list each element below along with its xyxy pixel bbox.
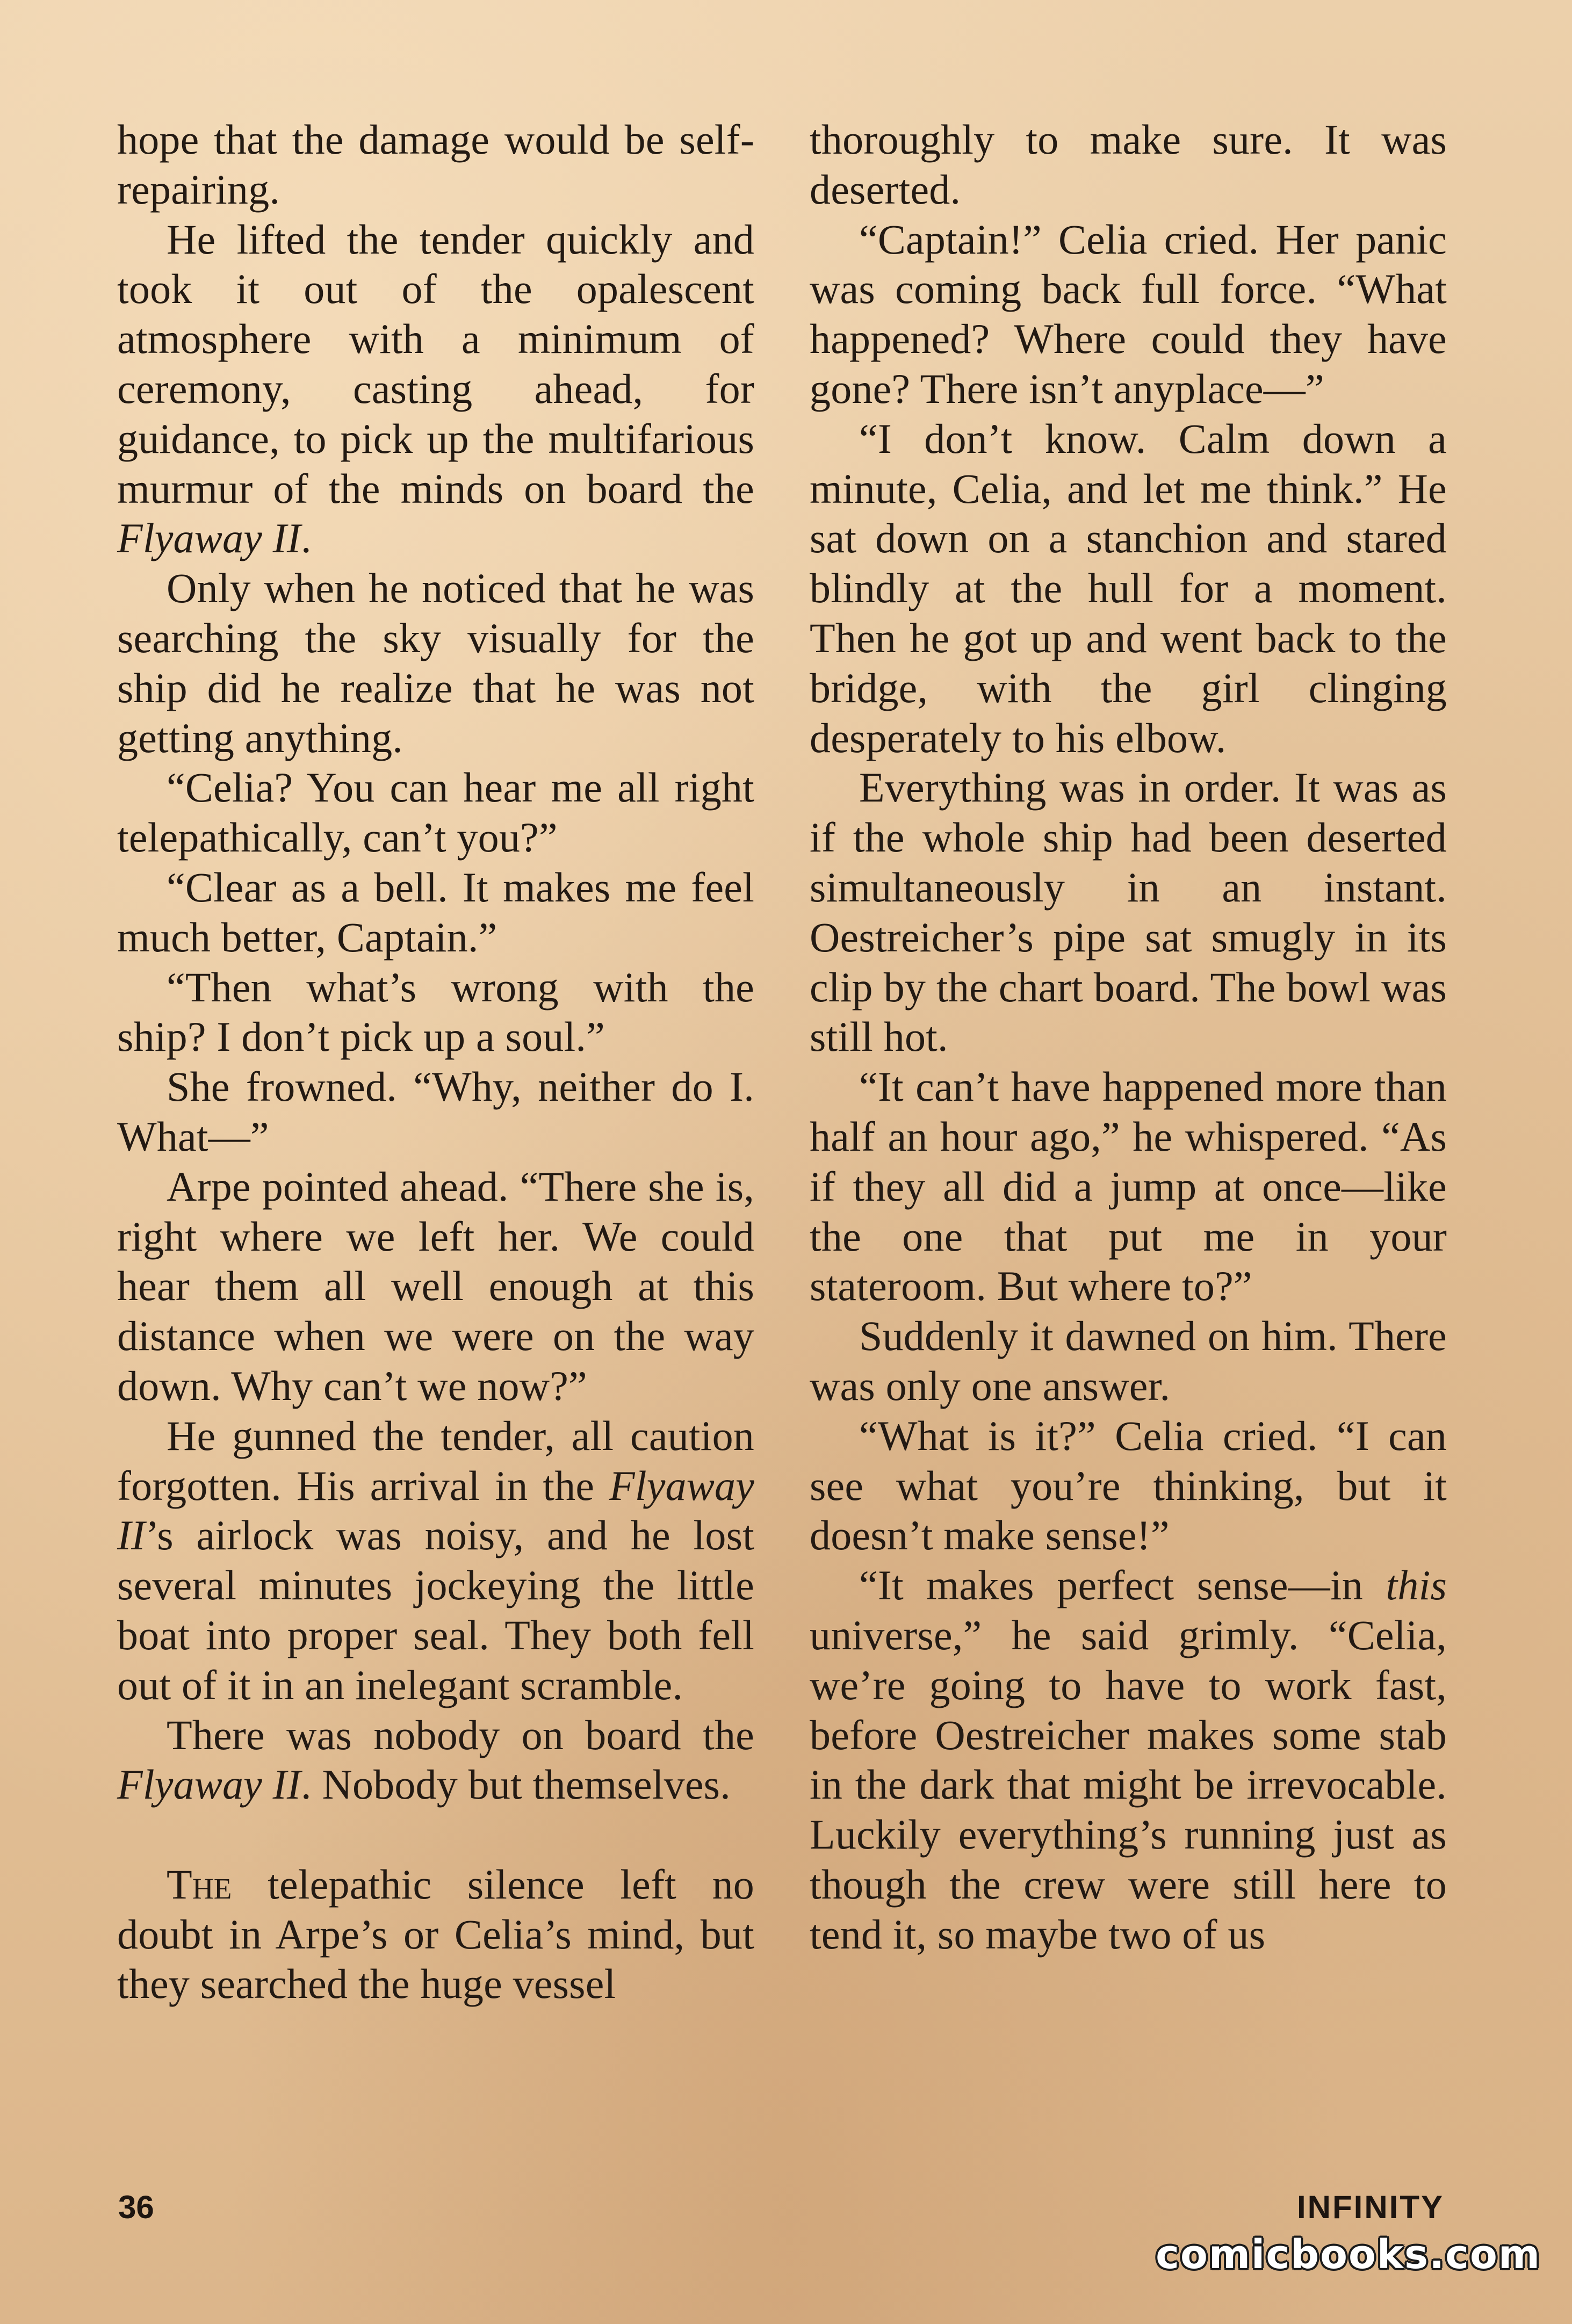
paragraph-text: She frowned. “Why, neither do I. What—” [117, 1063, 754, 1160]
paragraph [117, 1860, 754, 2009]
paragraph-text: He gunned the tender, all caution forgotten. His arrival in the [117, 1412, 754, 1509]
paragraph-text: “It can’t have happened more than half an hour ago,” he whispered. “As if they all did a jump at once—like the one that put me in your stateroom. But where to?” [810, 1063, 1447, 1310]
paragraph [117, 1411, 754, 1710]
paragraph [810, 1062, 1447, 1311]
paragraph-text: telepathic silence left no doubt in Arpe’s or Celia’s mind, but they searched the huge vessel [117, 1860, 754, 2008]
paragraph-text-continued: . Nobody but themselves. [301, 1761, 731, 1808]
paragraph [117, 215, 754, 564]
paragraph-text: Everything was in order. It was as if the whole ship had been deserted simultaneously in an instant. Oestreicher’s pipe sat smugly in its clip by the chart board. The bowl was still hot. [810, 764, 1447, 1060]
paragraph [117, 564, 754, 763]
paragraph-text-continued: ’s airlock was noisy, and he lost several minutes jockeying the little boat into proper seal. They both fell out of it in an inelegant scramble. [117, 1512, 754, 1708]
paragraph-text: Only when he noticed that he was searching the sky visually for the ship did he realize that he was not getting anything. [117, 565, 754, 761]
paragraph [810, 1311, 1447, 1411]
paragraph-text-continued: universe,” he said grimly. “Celia, we’re going to have to work fast, before Oestreicher makes some stab in the dark that might be irrevocable. Luckily everything’s running just as though the crew were still here to tend it, so maybe two of us [810, 1611, 1447, 1958]
paragraph [117, 115, 754, 215]
paragraph [117, 963, 754, 1063]
italic-text: this [1386, 1562, 1447, 1609]
paragraph-text: “It makes perfect sense—in [859, 1562, 1386, 1609]
paragraph-text: There was nobody on board the [167, 1711, 754, 1758]
magazine-title: INFINITY [1297, 2189, 1444, 2225]
paragraph-text: Arpe pointed ahead. “There she is, right where we left her. We could hear them all well enough at this distance when we were on the way down. Why can’t we now?” [117, 1163, 754, 1409]
italic-text: Flyaway II [117, 1462, 754, 1559]
paragraph [810, 1561, 1447, 1959]
paragraph-text: “Then what’s wrong with the ship? I don’t pick up a soul.” [117, 963, 754, 1060]
italic-text: Flyaway II [117, 1761, 301, 1808]
paragraph [810, 763, 1447, 1062]
right-text-column [810, 115, 1447, 1959]
paragraph [117, 1162, 754, 1411]
paragraph-text: “Celia? You can hear me all right telepathically, can’t you?” [117, 764, 754, 861]
paragraph [117, 1062, 754, 1162]
paragraph [117, 863, 754, 963]
site-watermark: comicbooks.com [1156, 2232, 1541, 2278]
paragraph-text: “What is it?” Celia cried. “I can see what you’re thinking, but it doesn’t make sense!” [810, 1412, 1447, 1559]
paragraph [810, 1411, 1447, 1561]
page-number: 36 [118, 2189, 154, 2225]
paragraph-text: thoroughly to make sure. It was deserted. [810, 116, 1447, 213]
paragraph-text: hope that the damage would be self-repairing. [117, 116, 754, 213]
paragraph [810, 215, 1447, 414]
paragraph-text: “Captain!” Celia cried. Her panic was coming back full force. “What happened? Where could they have gone? There isn’t anyplace—” [810, 215, 1447, 412]
paragraph [810, 414, 1447, 763]
paragraph-text-continued: . [301, 515, 312, 562]
paragraph-text: “I don’t know. Calm down a minute, Celia, and let me think.” He sat down on a stanchion and stared blindly at the hull for a moment. Then he got up and went back to the bridge, with the girl clinging desperately to his elbow. [810, 415, 1447, 761]
paragraph-text: He lifted the tender quickly and took it out of the opalescent atmosphere with a minimum of ceremony, casting ahead, for guidance, to pick up the multifarious murmur of the minds on board the [117, 215, 754, 512]
paragraph [810, 115, 1447, 215]
small-caps-lead: The [167, 1860, 232, 1908]
italic-text: Flyaway II [117, 515, 301, 562]
paragraph [117, 763, 754, 863]
paragraph-text: “Clear as a bell. It makes me feel much better, Captain.” [117, 863, 754, 961]
left-text-column [117, 115, 754, 2009]
paragraph [117, 1710, 754, 1810]
paragraph-text: Suddenly it dawned on him. There was only one answer. [810, 1312, 1447, 1409]
